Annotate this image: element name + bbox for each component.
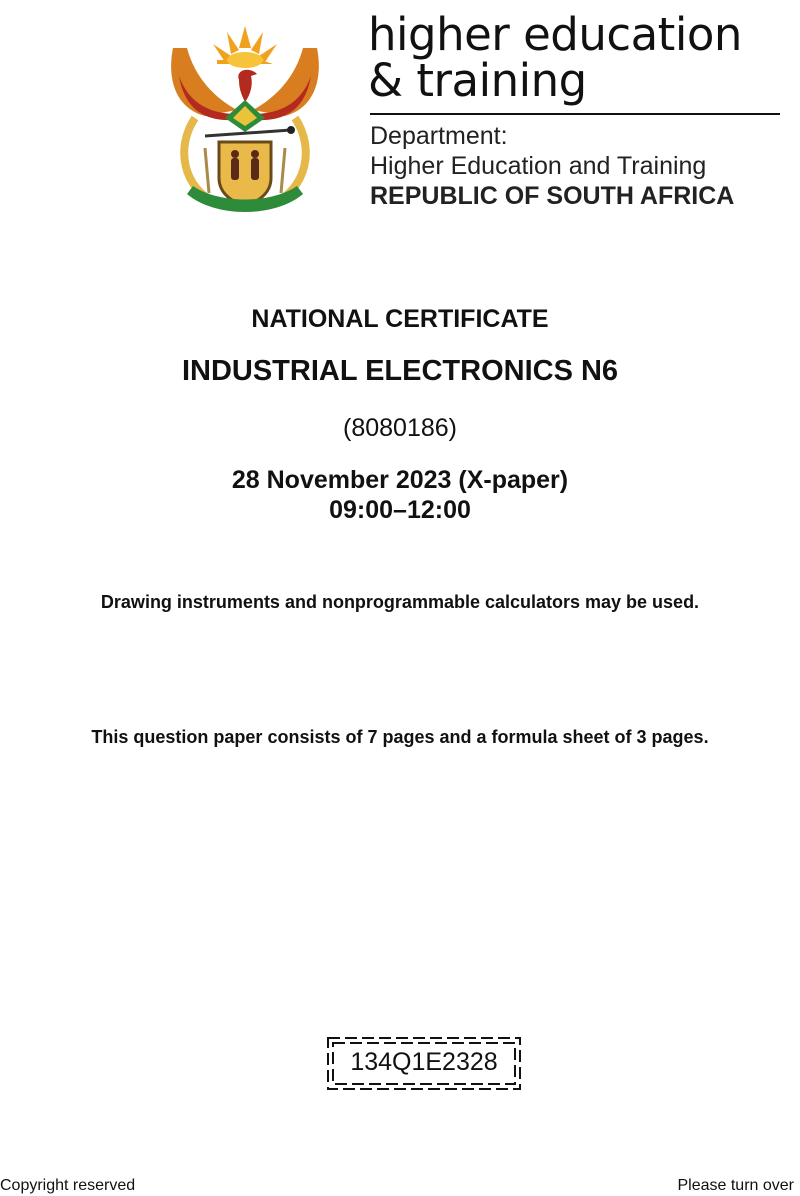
coat-of-arms-icon — [165, 18, 325, 223]
exam-time: 09:00–12:00 — [329, 496, 471, 524]
materials-instruction: Drawing instruments and nonprogrammable calculators may be used. — [100, 592, 700, 612]
brand-line-1: higher education — [368, 8, 742, 61]
department-name: Higher Education and Training — [370, 152, 707, 180]
certificate-title: NATIONAL CERTIFICATE — [251, 305, 549, 333]
paper-id: 134Q1E2328 — [350, 1048, 498, 1076]
brand-divider — [370, 113, 780, 115]
subject-code: (8080186) — [343, 414, 457, 442]
exam-date: 28 November 2023 (X-paper) — [231, 466, 569, 494]
footer-turn-over: Please turn over — [677, 1177, 794, 1194]
page-count-note: This question paper consists of 7 pages and a formula sheet of 3 pages. — [91, 727, 709, 747]
paper-id-stamp — [326, 1036, 522, 1091]
subject-title: INDUSTRIAL ELECTRONICS N6 — [181, 355, 619, 387]
department-branding — [368, 8, 783, 210]
footer-copyright: Copyright reserved — [0, 1177, 136, 1194]
department-label: Department: — [370, 122, 508, 150]
country-name: REPUBLIC OF SOUTH AFRICA — [370, 182, 735, 210]
brand-line-2: & training — [368, 54, 587, 107]
